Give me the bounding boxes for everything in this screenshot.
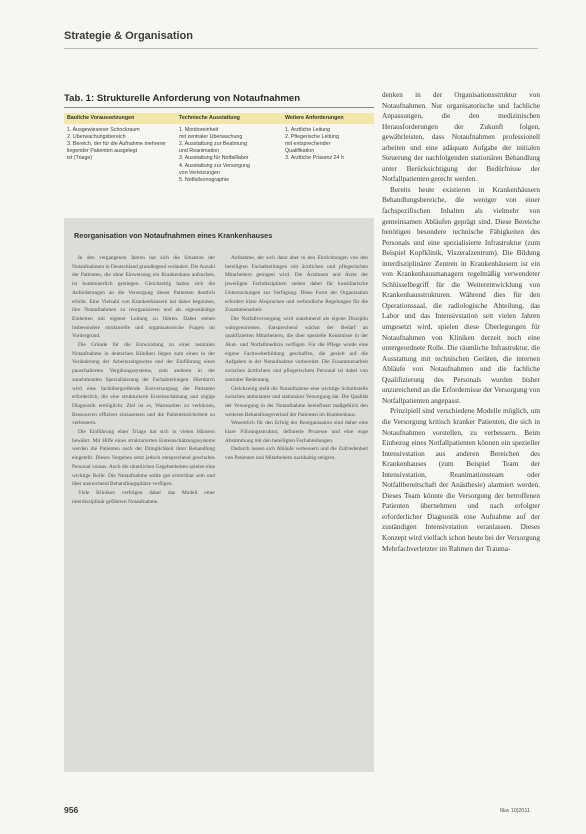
table-line: 2. Pflegerische Leitung bbox=[285, 134, 339, 141]
box-paragraph: Gleichzeitig stellt die Notaufnahme eine wichtige Schnittstelle zwischen ambulanter und stationärer Versorgung dar. Die Qualität der Versorgung in der Notaufnahme beeinflusst maßgeblich den weiteren Behandlungsverlauf der Patienten im Krankenhaus. bbox=[225, 385, 368, 418]
box-paragraph: Dadurch lassen sich Abläufe verbessern und die Zufriedenheit von Patienten und Mitarbeitern nachhaltig steigern. bbox=[225, 446, 368, 462]
table-line: 4. Ausstattung zur Versorgung bbox=[179, 162, 250, 169]
table-cell-building bbox=[64, 124, 176, 184]
box-paragraph: Wesentlich für den Erfolg der Reorganisation sind daher eine klare Führungsstruktur, definierte Prozesse und eine enge Abstimmung mit den beteiligten Fachabteilungen. bbox=[225, 420, 368, 444]
body-paragraph: denken in der Organisationsstruktur von Notaufnahmen. Nur organisatorische und fachliche Anpassungen, die den medizinischen Herausforderungen der Zukunft folgen, gewährleisten, dass Notaufnahmen professionell arbeiten und eine adäquate Aufgabe der initialen Steuerung der nachfolgenden stationären Behandlung unter Berücksichtigung der Bedürfnisse der Notfallpatienten gerecht werden. bbox=[382, 91, 540, 184]
table-line: 5. Notfallsonographie bbox=[179, 176, 230, 183]
page-number: 956 bbox=[64, 805, 79, 815]
table-line: 1. Ausgewiesener Schockraum bbox=[67, 127, 140, 134]
section-heading: Strategie & Organisation bbox=[64, 30, 193, 42]
body-column-right bbox=[382, 90, 540, 554]
box-column-right bbox=[225, 254, 368, 506]
table-title: Tab. 1: Strukturelle Anforderung von Notaufnahmen bbox=[64, 93, 301, 104]
box-paragraph: In den vergangenen Jahren hat sich die Situation der Notaufnahmen in Deutschland grundlegend verändert. Die Anzahl der Patienten, die ohne Einweisung ein Krankenhaus aufsuchen, ist kontinuierlich gestiegen. Gleichzeitig haben sich die Anforderungen an die Versorgung dieser Patienten deutlich erhöht. Eine Vielzahl von Krankenhäusern hat daher begonnen, ihre Notaufnahmen zu reorganisieren und als eigenständige Einheiten mit eigener Leitung zu führen. Dabei stehen insbesondere strukturelle und organisatorische Fragen im Vordergrund. bbox=[72, 255, 215, 340]
requirements-table bbox=[64, 113, 374, 184]
table-line: und Reanimation bbox=[179, 148, 220, 155]
sidebar-box bbox=[64, 218, 374, 772]
box-paragraph: Die Einführung einer Triage hat sich in vielen Häusern bewährt. Mit Hilfe eines strukturierten Ersteinschätzungssystems werden die Patienten nach der Dringlichkeit ihrer Behandlung eingeteilt. Dieses Vorgehen setzt jedoch entsprechend geschultes Personal voraus. Auch die räumlichen Gegebenheiten spielen eine wichtige Rolle: Die Notaufnahme sollte gut erreichbar sein und über ausreichend Behandlungsplätze verfügen. bbox=[72, 429, 215, 488]
table-cell-other bbox=[282, 124, 374, 184]
table-line: ist (Triage) bbox=[67, 155, 93, 162]
table-line: 3. Ärztliche Präsenz 24 h bbox=[285, 155, 344, 162]
table-line: von Verletzungen bbox=[179, 169, 220, 176]
table-header-building: Bauliche Voraussetzungen bbox=[64, 113, 176, 124]
box-title: Reorganisation von Notaufnahmen eines Krankenhauses bbox=[74, 231, 273, 240]
table-cell-technical bbox=[176, 124, 282, 184]
table-line: Qualifikation bbox=[285, 148, 315, 155]
journal-reference: f&w 10|2011 bbox=[500, 808, 531, 814]
body-paragraph: Prinzipiell sind verschiedene Modelle möglich, um die Versorgung kritisch kranker Patienten, die sich in Notaufnahmen vorstellen, zu verbessern. Beim Einbezug eines Notfallpatienten können ein spezieller Intensivstation aus anderen Bereichen des Krankenhauses (zum Beispiel Team der Intensivstation, Reanimationsteam oder Notfallbereitschaft der Anästhesie) alarmiert werden. Dieses Team könnte die Versorgung der betroffenen Patienten übernehmen und nach erfolgter erforderlicher Diagnostik eine Aufnahme auf der zuständigen Intensivstation veranlassen. Dieses Konzept wird vielfach schon heute bei der Versorgung Mehrfachverletzter im Rahmen der Trauma- bbox=[382, 407, 540, 553]
table-line: 2. Ausstattung zur Beatmung bbox=[179, 141, 248, 148]
box-paragraph: Die Gründe für die Entwicklung zu einer zentralen Notaufnahme in deutschen Kliniken liegen zum einen in der Veränderung der Arbeitszeitgesetze und der Einführung eines pauschalierten Vergütungssystems, zum anderen in der zunehmenden Spezialisierung der Fachabteilungen. Hierdurch wird eine fachübergreifende Erstversorgung der Patienten erforderlich, die eine strukturierte Ersteinschätzung und zügige Diagnostik ermöglicht. Ziel ist es, Wartezeiten zu verkürzen, Ressourcen effizient einzusetzen und die Patientensicherheit zu verbessern. bbox=[72, 342, 215, 427]
body-paragraph: Bereits heute existieren in Krankenhäusern Behandlungsbereiche, die weniger von einer fachspezifischen Inhalten als vielmehr von gemeinsamen Abläufen geprägt sind. Diese Bereiche benötigen besondere technische Fähigkeiten des Personals und eine spezialisierte Infrastruktur (zum Beispiel Kopfklinik, Viszeralzentrum). Die Bildung interdisziplinärer Zentren in Krankenhäusern ist ein von Krankenhausmanagern regelmäßig verwendeter Schlüsselbegriff für die Weiterentwicklung von Krankenhausstrukturen. Während dies für den Operationssaal, die radiologische Abteilung, das Labor und das Intensivstation seit vielen Jahren umgesetzt wird, spielen diese Überlegungen für Notaufnahmen von Kliniken derzeit noch eine untergeordnete Rolle. Die räumliche Infrastruktur, die Ausstattung mit technischen Geräten, die internen Abläufe von Notaufnahmen und die fachliche Qualifizierung des Personals wurden bisher unzureichend an die Erfordernisse der Versorgung von Notfallpatienten angepasst. bbox=[382, 185, 540, 405]
box-paragraph: Die Notfallversorgung wird zunehmend als eigene Disziplin wahrgenommen. Entsprechend wächst der Bedarf an qualifizierten Mitarbeitern, die über spezielle Kenntnisse in der Akut- und Notfallmedizin verfügen. Für die Pflege wurde eine eigene Fachweiterbildung geschaffen, die gezielt auf die Aufgaben in der Notaufnahme vorbereitet. Die Zusammenarbeit zwischen ärztlichem und pflegerischem Personal ist dabei von zentraler Bedeutung. bbox=[225, 315, 368, 383]
table-line: 1. Ärztliche Leitung bbox=[285, 127, 331, 134]
header-rule bbox=[64, 48, 538, 49]
table-header-other: Weitere Anforderungen bbox=[282, 113, 374, 124]
table-line: mit entsprechender bbox=[285, 141, 331, 148]
table-line: 2. Überwachungsbereich bbox=[67, 134, 126, 141]
box-paragraph: Viele Kliniken verfolgen daher das Modell einer interdisziplinär geführten Notaufnahme. bbox=[72, 489, 215, 505]
table-line: 1. Monitoreinheit bbox=[179, 127, 219, 134]
table-line: mit zentraler Überwachung bbox=[179, 134, 243, 141]
box-column-left bbox=[72, 254, 215, 506]
table-header-technical: Technische Ausstattung bbox=[176, 113, 282, 124]
box-paragraph: Aufnahme, der sich dann aber in den Einrichtungen von den beteiligten Fachabteilungen mit ärztlichen und pflegerischen Mitarbeitern getragen wird. Die Ärztinnen und Ärzte der jeweiligen Fachdisziplinen stehen dabei für konsiliarische Untersuchungen zur Verfügung. Diese Form der Organisation erfordert klare Absprachen und verbindliche Regelungen für die Zusammenarbeit. bbox=[225, 255, 368, 314]
table-line: 3. Bereich, der für die Aufnahme mehrerer bbox=[67, 141, 166, 148]
table-line: 3. Ausstattung für Notfalllabor bbox=[179, 155, 249, 162]
table-line: liegender Patienten ausgelegt bbox=[67, 148, 138, 155]
box-columns bbox=[72, 254, 368, 506]
table-title-rule bbox=[64, 107, 374, 108]
